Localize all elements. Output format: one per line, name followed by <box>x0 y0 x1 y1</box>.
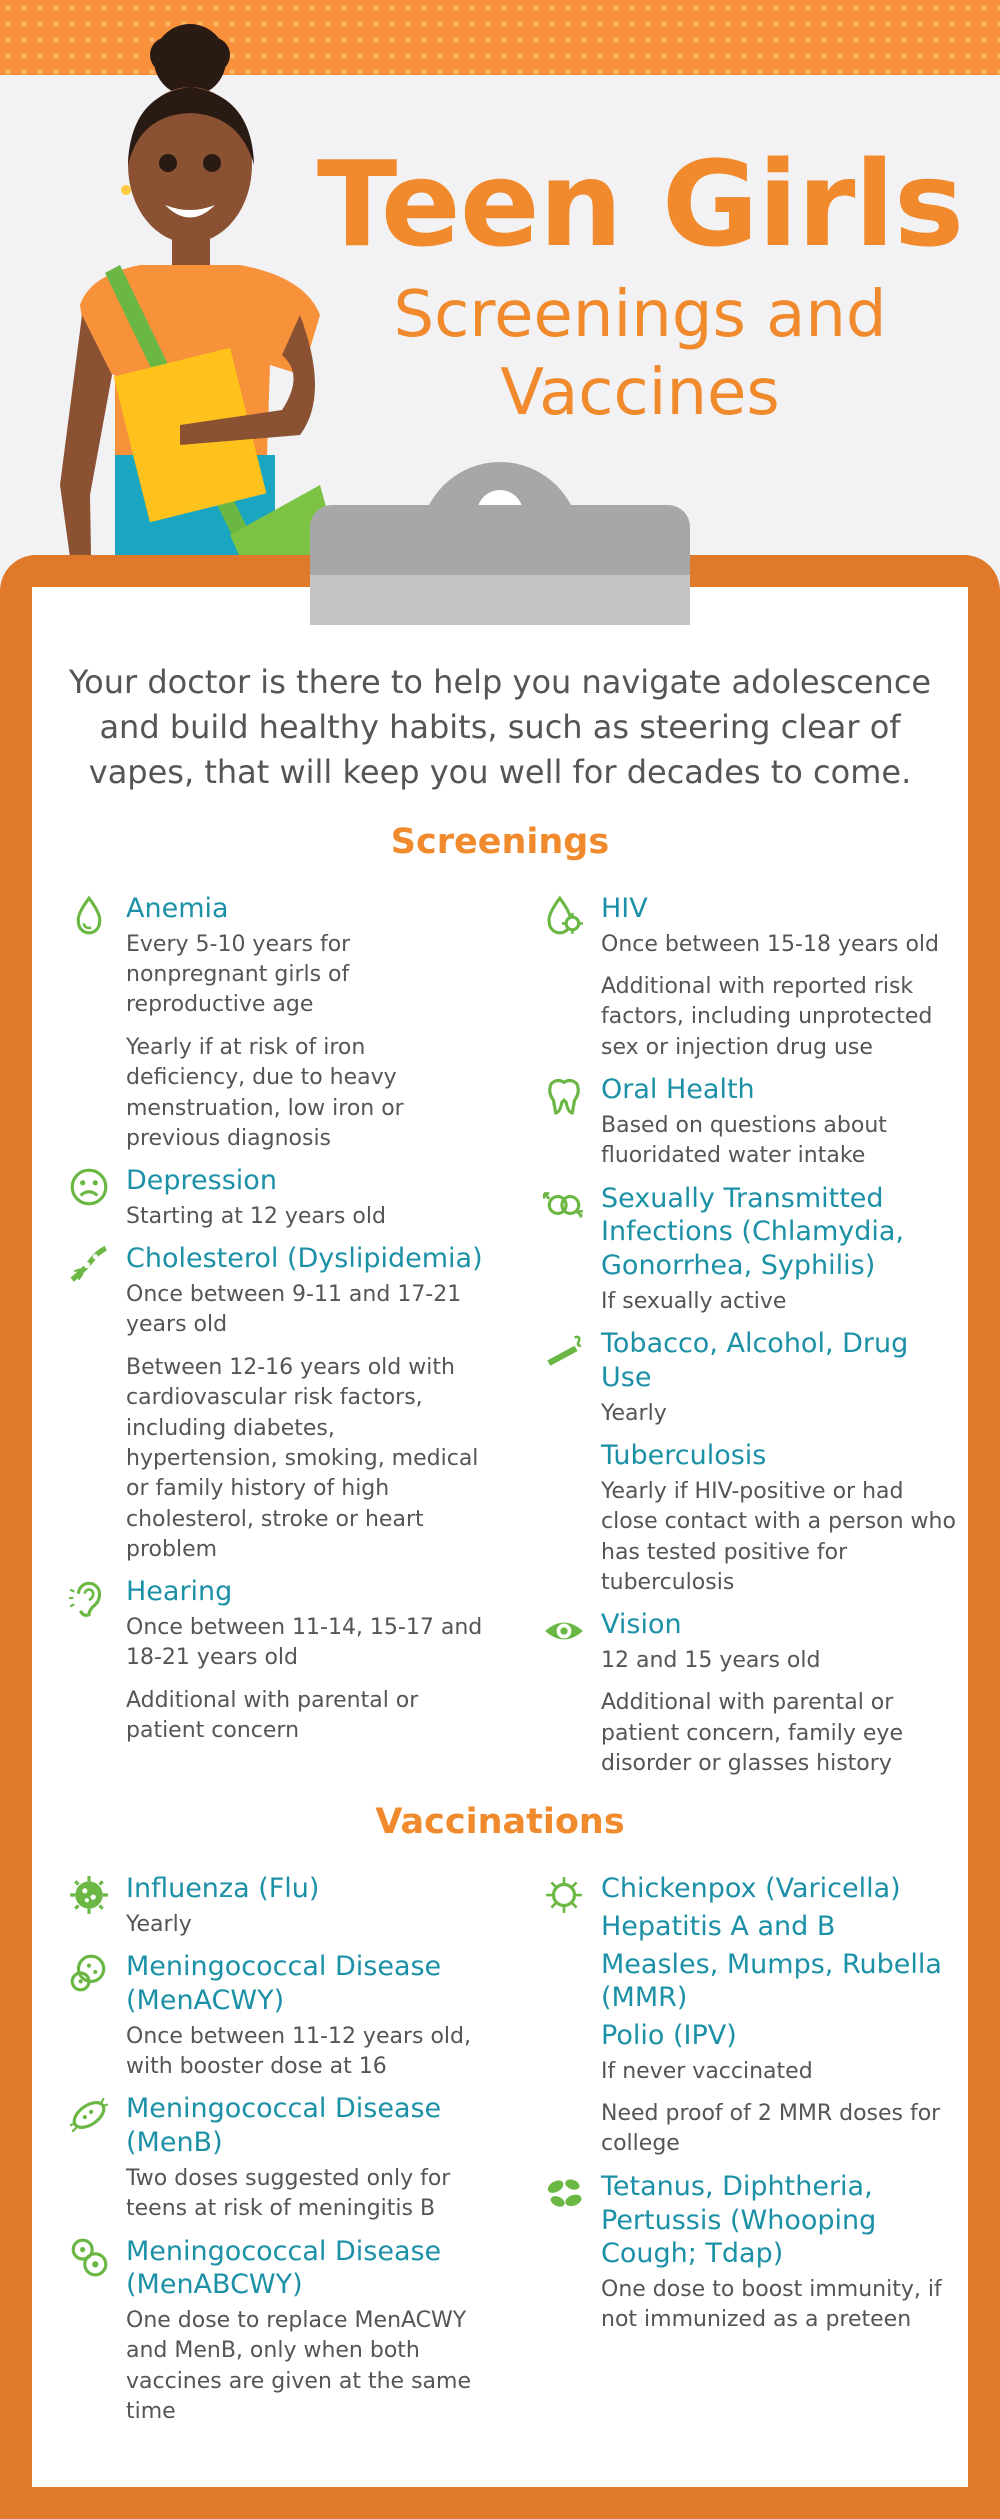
vaccine-mmr: Measles, Mumps, Rubella (MMR) <box>601 1948 942 2014</box>
ear-icon <box>68 1577 110 1619</box>
tooth-icon <box>543 1075 585 1117</box>
vaccinations-title: Vaccinations <box>375 1802 625 1842</box>
title-block <box>300 135 980 432</box>
vaccine-tdap: Tetanus, Diphtheria, Pertussis (Whooping Cough; Tdap) One dose to boost immunity, if not immunized as a preteen <box>543 2170 963 2336</box>
cigarette-icon <box>543 1329 585 1371</box>
eye-icon <box>543 1610 585 1652</box>
vaccine-menacwy: Meningococcal Disease (MenACWY) Once between 11-12 years old, with booster dose at 16 <box>68 1950 488 2082</box>
screening-hiv: HIV Once between 15-18 years old Additional with reported risk factors, including unprotected sex or injection drug use <box>543 892 963 1063</box>
vaccine-influenza: Influenza (Flu) Yearly <box>68 1872 488 1940</box>
vaccine-hepatitis: Hepatitis A and B <box>601 1910 836 1942</box>
intro-text: Your doctor is there to help you navigate adolescence and build healthy habits, such as steering clear of vapes, that will keep you well for decades to come. <box>68 663 932 791</box>
cells-icon <box>68 2237 110 2279</box>
microbe-icon <box>68 2094 110 2136</box>
screenings-left-column <box>68 892 488 1757</box>
vaccinations-left-column <box>68 1872 488 2437</box>
screening-oral-health: Oral Health Based on questions about fluoridated water intake <box>543 1073 963 1171</box>
bacilli-icon <box>543 2172 585 2214</box>
screening-substance-use: Tobacco, Alcohol, Drug Use Yearly <box>543 1327 963 1429</box>
page-title: Teen Girls <box>316 135 964 273</box>
screening-depression: Depression Starting at 12 years old <box>68 1164 488 1232</box>
gender-symbols-icon <box>543 1184 585 1226</box>
vaccine-polio: Polio (IPV) If never vaccinated Need proof of 2 MMR doses for college <box>601 2020 941 2157</box>
screening-cholesterol: Cholesterol (Dyslipidemia) Once between 9-11 and 17-21 years old Between 12-16 years old with cardiovascular risk factors, including diabetes, hypertension, smoking, medical or family history of high cholesterol, stroke or heart problem <box>68 1242 488 1565</box>
drop-icon <box>68 894 110 936</box>
screening-sti: Sexually Transmitted Infections (Chlamydia, Gonorrhea, Syphilis) If sexually active <box>543 1182 963 1318</box>
vaccine-menb: Meningococcal Disease (MenB) Two doses suggested only for teens at risk of meningitis B <box>68 2092 488 2224</box>
vaccine-chickenpox: Chickenpox (Varicella) <box>543 1872 963 1906</box>
screenings-title: Screenings <box>390 822 610 862</box>
screening-anemia: Anemia Every 5-10 years for nonpregnant girls of reproductive age Yearly if at risk of iron deficiency, due to heavy menstruation, low iron or previous diagnosis <box>68 892 488 1154</box>
vaccinations-right-column <box>543 1872 963 2346</box>
bacteria-icon <box>68 1952 110 1994</box>
artery-icon <box>68 1244 110 1286</box>
virus-icon <box>68 1874 110 1916</box>
vaccine-menabcwy: Meningococcal Disease (MenABCWY) One dose to replace MenACWY and MenB, only when both vaccines are given at the same time <box>68 2235 488 2428</box>
page-subtitle-line1: Screenings and <box>393 277 887 352</box>
blood-virus-icon <box>543 894 585 936</box>
clipboard-clip <box>310 505 690 625</box>
screening-vision: Vision 12 and 15 years old Additional with parental or patient concern, family eye disorder or glasses history <box>543 1608 963 1779</box>
page-subtitle-line2: Vaccines <box>500 355 780 430</box>
screening-tuberculosis: Tuberculosis Yearly if HIV-positive or had close contact with a person who has tested positive for tuberculosis <box>601 1440 956 1595</box>
screenings-right-column <box>543 892 963 1790</box>
sad-face-icon <box>68 1166 110 1208</box>
screening-hearing: Hearing Once between 11-14, 15-17 and 18-21 years old Additional with parental or patient concern <box>68 1575 488 1746</box>
